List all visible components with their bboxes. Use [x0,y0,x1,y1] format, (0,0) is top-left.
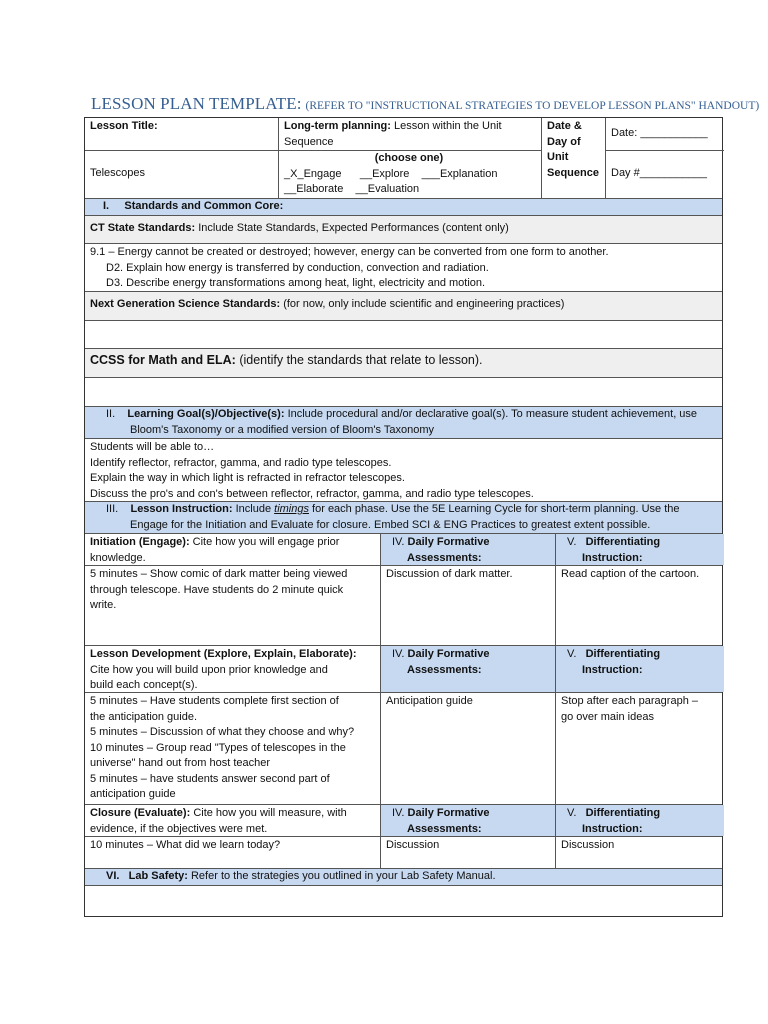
timings-link: timings [274,503,309,515]
development-line: 5 minutes – Discussion of what they choose and why? [90,726,355,738]
ct-standards-row [85,216,722,244]
objective-line: Discuss the pro's and con's between reflector, refractor, gamma, and radio type telescopes. [90,487,534,500]
date-label-3: Unit [547,151,569,163]
ccss-text: (identify the standards that relate to lesson). [239,353,483,367]
section-3-label: Lesson Instruction: [130,503,233,515]
col-v-title: Differentiating [585,648,661,660]
standards-list[interactable] [85,244,722,291]
col-iv-number: IV. [392,807,405,819]
date-label-1: Date & [547,120,582,132]
section-6-heading [85,869,722,886]
section-3-heading [85,502,722,534]
ngss-text: (for now, only include scientific and engineering practices) [283,298,565,310]
ccss-content-row [85,378,722,407]
ngss-label: Next Generation Science Standards: [90,298,281,310]
ngss-content-row [85,321,722,349]
differentiation-head-cell [555,805,724,836]
page-title-main: LESSON PLAN TEMPLATE: [91,94,302,113]
differentiation-head-cell [555,534,724,565]
differentiation-line: go over main ideas [561,710,654,723]
ccss-input[interactable] [85,378,722,406]
section-3-text-post: for each phase. Use the 5E Learning Cycle for short-term planning. Use the [312,503,680,515]
objective-line: Explain the way in which light is refracted in refractor telescopes. [90,472,405,484]
closure-text-2: evidence, if the objectives were met. [90,822,268,835]
col-v-title-2: Instruction: [582,822,643,835]
objective-line: Identify reflector, refractor, gamma, and radio type telescopes. [90,456,392,469]
initiation-content-row [85,566,722,646]
col-v-title-2: Instruction: [582,551,643,564]
development-text-2: build each concept(s). [90,679,198,691]
date-label-2: Day of [547,135,581,148]
section-3-text-2: Engage for the Initiation and Evaluate for closure. Embed SCI & ENG Practices to greatest extent possible. [130,518,651,531]
section-6-number: VI. [106,870,120,882]
col-v-title-2: Instruction: [582,663,643,676]
closure-label: Closure (Evaluate): [90,807,191,819]
page-title [91,94,760,114]
section-1-heading [85,199,722,216]
differentiation-line: Stop after each paragraph – [561,695,698,707]
section-6-text: Refer to the strategies you outlined in your Lab Safety Manual. [190,870,496,882]
lesson-title-label: Lesson Title: [90,120,158,132]
header-row [85,118,722,199]
section-6-content-row [85,886,722,916]
closure-differentiation[interactable]: Discussion [555,837,724,868]
initiation-line: 5 minutes – Show comic of dark matter being viewed [90,568,348,580]
standard-line: D3. Describe energy transformations among heat, light, electricity and motion. [106,277,486,289]
date-field[interactable]: Date: ___________ [611,127,708,139]
closure-content-row [85,837,722,869]
initiation-assessment[interactable]: Discussion of dark matter. [380,566,555,645]
development-label-cell [85,646,380,692]
col-v-title: Differentiating [585,807,661,819]
longterm-text-2: Sequence [284,135,334,148]
closure-content[interactable]: 10 minutes – What did we learn today? [90,839,281,851]
development-line: 10 minutes – Group read "Types of telescopes in the [90,741,346,754]
lab-safety-input[interactable] [85,886,722,916]
ct-standards-text: Include State Standards, Expected Performances (content only) [198,222,509,234]
phase-options-1[interactable]: _X_Engage __Explore ___Explanation [284,167,498,180]
page-title-sub: (REFER TO "INSTRUCTIONAL STRATEGIES TO DEVELOP LESSON PLANS" HANDOUT) [305,100,760,112]
closure-text: Cite how you will measure, with [193,807,347,819]
development-line: 5 minutes – Have students complete first section of [90,695,339,707]
longterm-cell [278,118,541,198]
assessment-head-cell [380,646,555,692]
development-label: Lesson Development (Explore, Explain, Elaborate): [90,648,357,660]
ngss-input[interactable] [85,321,722,348]
date-value-cell [605,118,724,198]
objectives-row [85,439,722,502]
phase-options-2[interactable]: __Elaborate __Evaluation [284,183,420,195]
col-v-number: V. [567,807,577,819]
section-3-number: III. [106,503,119,515]
development-line: 5 minutes – have students answer second part of [90,772,330,785]
ct-standards-label: CT State Standards: [90,222,196,234]
col-iv-number: IV. [392,536,405,548]
development-assessment[interactable]: Anticipation guide [380,693,555,804]
section-2-heading [85,407,722,439]
development-line: anticipation guide [90,788,176,800]
objectives-list[interactable] [85,439,722,501]
lesson-title-cell [85,118,278,198]
development-content[interactable] [85,693,380,804]
longterm-label: Long-term planning: [284,120,391,132]
section-2-text: Include procedural and/or declarative goal(s). To measure student achievement, use [287,408,698,420]
choose-one-label: (choose one) [374,152,444,164]
standard-line: 9.1 – Energy cannot be created or destroyed; however, energy can be converted from one form to another. [90,246,609,258]
closure-header-row [85,805,722,837]
development-line: the anticipation guide. [90,710,198,723]
closure-assessment[interactable]: Discussion [380,837,555,868]
initiation-content[interactable] [85,566,380,645]
differentiation-head-cell [555,646,724,692]
initiation-header-row [85,534,722,566]
development-text: Cite how you will build upon prior knowledge and [90,663,328,676]
ccss-label: CCSS for Math and ELA: [90,353,236,367]
section-2-label: Learning Goal(s)/Objective(s): [127,408,285,420]
development-line: universe" hand out from host teacher [90,757,271,769]
col-iv-number: IV. [392,648,405,660]
date-label-4: Sequence [547,166,599,179]
lesson-title-value[interactable]: Telescopes [90,167,146,179]
initiation-label: Initiation (Engage): [90,536,190,548]
section-2-text-2: Bloom's Taxonomy or a modified version of Bloom's Taxonomy [130,423,434,436]
closure-label-cell [85,805,380,836]
section-1-title: I. Standards and Common Core: [103,200,284,212]
development-content-row [85,693,722,805]
col-v-title: Differentiating [585,536,661,548]
development-differentiation[interactable] [555,693,724,804]
col-v-number: V. [567,536,577,548]
section-6-label: Lab Safety: [128,870,188,882]
col-iv-title: Daily Formative [407,807,490,819]
standard-line: D2. Explain how energy is transferred by conduction, convection and radiation. [106,261,489,274]
section-3-text-pre: Include [235,503,272,515]
ccss-row [85,349,722,378]
col-iv-title-2: Assessments: [407,663,482,676]
day-field[interactable]: Day #___________ [611,167,708,179]
initiation-line: through telescope. Have students do 2 minute quick [90,583,344,596]
initiation-label-cell [85,534,380,565]
col-iv-title-2: Assessments: [407,551,482,564]
assessment-head-cell [380,534,555,565]
initiation-text-2: knowledge. [90,551,146,564]
col-iv-title: Daily Formative [407,648,490,660]
col-v-number: V. [567,648,577,660]
section-2-number: II. [106,408,116,420]
lesson-plan-table [84,117,723,917]
development-header-row [85,646,722,693]
standards-content-row [85,244,722,292]
date-label-cell [541,118,605,198]
initiation-text: Cite how you will engage prior [192,536,340,548]
initiation-differentiation[interactable]: Read caption of the cartoon. [555,566,724,645]
assessment-head-cell [380,805,555,836]
col-iv-title-2: Assessments: [407,822,482,835]
col-iv-title: Daily Formative [407,536,490,548]
ngss-row [85,292,722,321]
objective-line: Students will be able to… [90,441,215,453]
longterm-text: Lesson within the Unit [394,120,502,132]
initiation-line: write. [90,599,117,611]
